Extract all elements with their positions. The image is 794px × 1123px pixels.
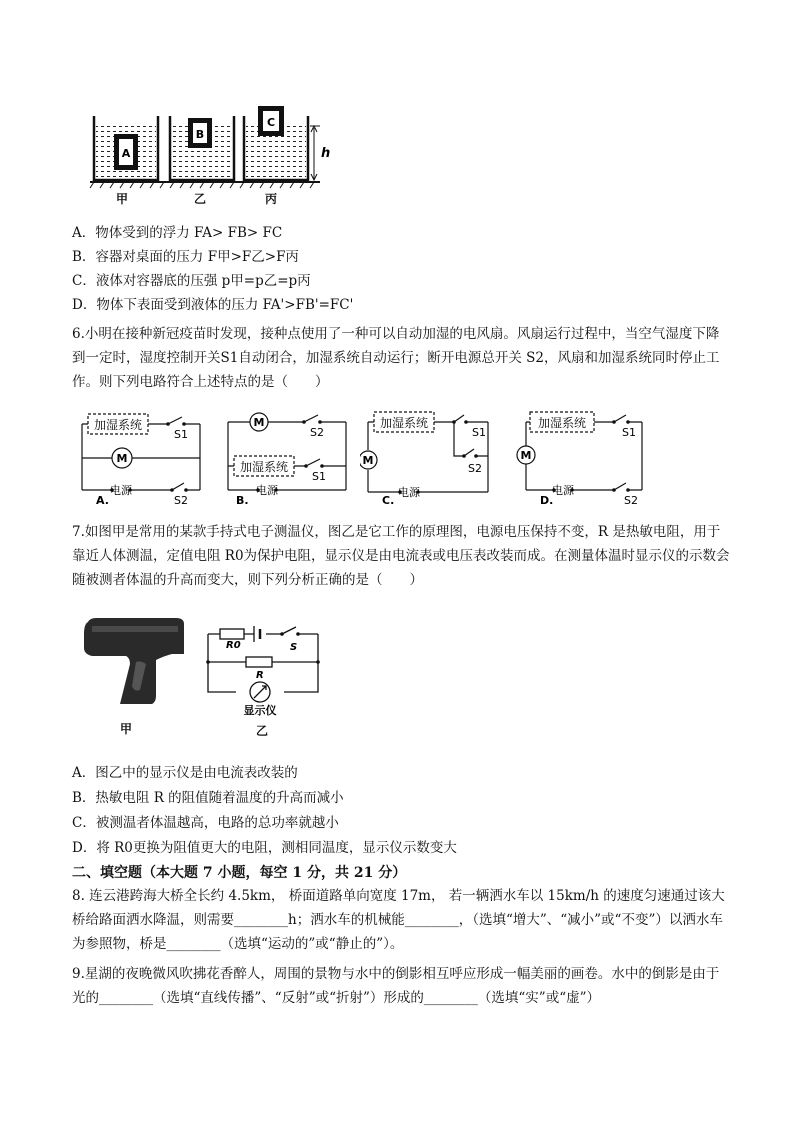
circuit-c-source: 电源 bbox=[398, 486, 420, 499]
beaker-label-bing: 丙 bbox=[265, 192, 278, 206]
thermometer-circuit bbox=[196, 616, 330, 718]
section-2-title: 二、填空题（本大题 7 小题，每空 1 分，共 21 分） bbox=[72, 865, 407, 881]
circuit-c bbox=[360, 406, 500, 506]
circuit-a bbox=[76, 406, 206, 506]
circuit-a-humidifier: 加湿系统 bbox=[93, 418, 143, 432]
circuit-c-motor: M bbox=[362, 454, 374, 467]
circuit-a-s1: S1 bbox=[174, 428, 188, 441]
circuit-d-motor: M bbox=[520, 449, 532, 462]
circuit-b-s1: S1 bbox=[312, 470, 326, 483]
fig-jia-label: 甲 bbox=[120, 722, 133, 736]
q5-option-d: D．物体下表面受到液体的压力 FA'>FB'=FC' bbox=[72, 297, 354, 313]
q5-option-a: A．物体受到的浮力 FA> FB> FC bbox=[72, 225, 283, 241]
circuit-d-option: D. bbox=[540, 494, 554, 506]
q7-stem: 7.如图甲是常用的某款手持式电子测温仪，图乙是它工作的原理图，电源电压保持不变，R 是热敏电阻，用于靠近人体测温，定值电阻 R0为保护电阻，显示仪是由电流表或电压表改装而成。在测量体温时显示仪的示数会随被测者体温的升高而变大，则下列分析正确的是（ ） bbox=[72, 524, 730, 588]
circuit-c-s1: S1 bbox=[472, 426, 486, 439]
q9-stem: 9.星湖的夜晚微风吹拂花香醉人，周围的景物与水中的倒影相互呼应形成一幅美丽的画卷。水中的倒影是由于光的________（选填“直线传播”、“反射”或“折射”）形成的________（选填“实”或“虚”） bbox=[72, 966, 720, 1006]
circuit-d-s2: S2 bbox=[624, 494, 638, 506]
beakers-figure bbox=[88, 104, 338, 204]
circuit-b-motor: M bbox=[253, 416, 265, 429]
block-a-label: A bbox=[121, 147, 131, 160]
circuit-a-option: A. bbox=[96, 494, 109, 506]
r0-label: R0 bbox=[226, 640, 241, 651]
q7-option-d: D．将 R0更换为阻值更大的电阻，测相同温度，显示仪示数变大 bbox=[72, 840, 457, 856]
circuit-b-s2: S2 bbox=[310, 426, 324, 439]
q7-option-a: A．图乙中的显示仪是由电流表改装的 bbox=[72, 765, 298, 781]
circuit-c-humidifier: 加湿系统 bbox=[379, 416, 429, 430]
r-label: R bbox=[256, 670, 264, 681]
circuit-a-motor: M bbox=[116, 452, 128, 465]
h-label: h bbox=[321, 146, 331, 161]
beaker-label-yi: 乙 bbox=[194, 192, 207, 206]
circuit-b-humidifier: 加湿系统 bbox=[239, 460, 289, 474]
s-label: S bbox=[290, 642, 298, 653]
q5-option-c: C．液体对容器底的压强 p甲=p乙=p丙 bbox=[72, 273, 311, 289]
block-b-label: B bbox=[195, 128, 205, 141]
circuit-a-s2: S2 bbox=[174, 494, 188, 506]
thermometer-gun-image bbox=[80, 612, 190, 712]
circuit-c-option: C. bbox=[382, 494, 395, 506]
circuit-c-s2: S2 bbox=[468, 462, 482, 475]
circuit-a-source: 电源 bbox=[110, 484, 132, 497]
circuit-d-s1: S1 bbox=[622, 426, 636, 439]
circuit-d-humidifier: 加湿系统 bbox=[537, 416, 587, 430]
circuit-d bbox=[514, 406, 654, 506]
circuit-b-option: B. bbox=[236, 494, 249, 506]
fig-yi-label: 乙 bbox=[256, 724, 269, 738]
circuit-b bbox=[222, 406, 352, 506]
q5-option-b: B．容器对桌面的压力 F甲>F乙>F丙 bbox=[72, 249, 299, 265]
q7-option-b: B．热敏电阻 R 的阻值随着温度的升高而减小 bbox=[72, 790, 344, 806]
block-c-label: C bbox=[266, 116, 276, 129]
display-label: 显示仪 bbox=[243, 704, 277, 717]
q7-option-c: C．被测温者体温越高，电路的总功率就越小 bbox=[72, 815, 339, 831]
circuit-d-source: 电源 bbox=[552, 484, 574, 497]
beaker-label-jia: 甲 bbox=[116, 192, 129, 206]
q8-stem: 8. 连云港跨海大桥全长约 4.5km， 桥面道路单向宽度 17m， 若一辆洒水车以 15km/h 的速度匀速通过该大桥给路面洒水降温，则需要________h；洒水车的机械能________，（选填“增大”、“减小”或“不变”）以洒水车为参照物，桥是________（选填“运动的”或“静止的”）。 bbox=[72, 888, 725, 952]
circuit-b-source: 电源 bbox=[256, 484, 278, 497]
q6-stem: 6.小明在接种新冠疫苗时发现，接种点使用了一种可以自动加湿的电风扇。风扇运行过程中，当空气湿度下降到一定时，湿度控制开关S1自动闭合，加湿系统自动运行；断开电源总开关 S2，风扇和加湿系统同时停止工作。则下列电路符合上述特点的是（ ） bbox=[72, 326, 720, 390]
